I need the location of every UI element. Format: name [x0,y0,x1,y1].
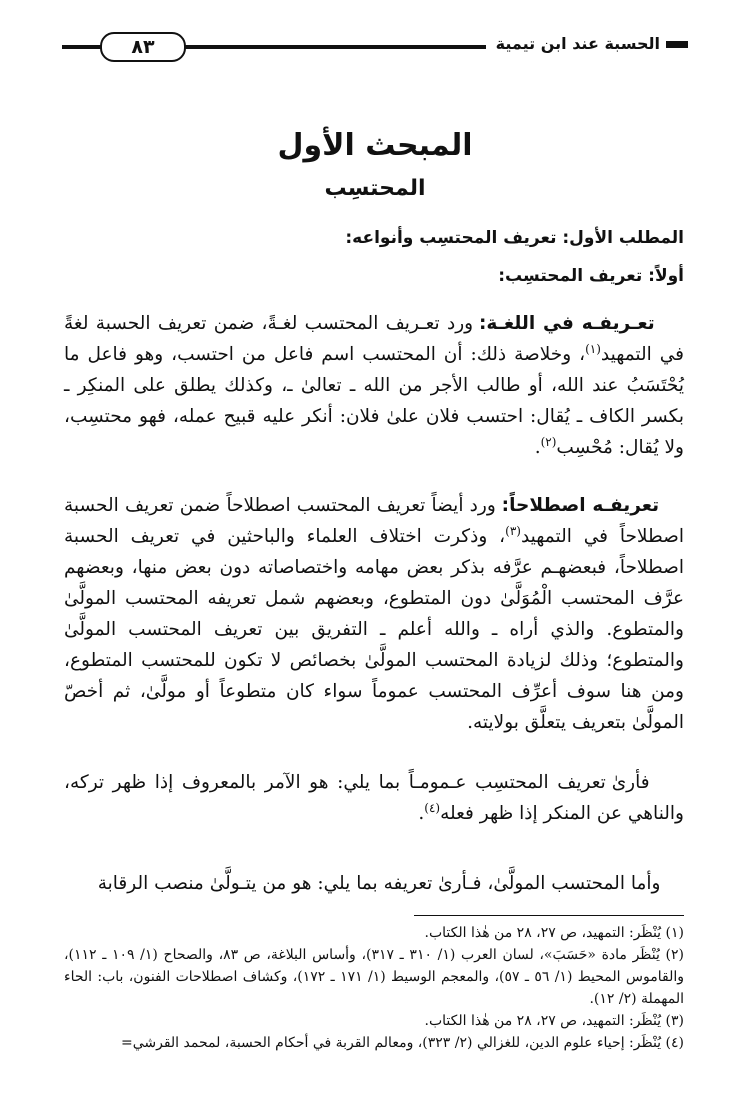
footnote-2: (٢) يُنْظَر مادة «حَسَبَ»، لسان العرب (١/ ٣١٠ ـ ٣١٧)، وأساس البلاغة، ص ٨٣، والصحاح (١/ ١٠٩ ـ ١١٢)، والقاموس المحيط (١/ ٥٦ ـ ٥٧)، والمعجم الوسيط (١/ ١٧١ ـ ١٧٢)، وكشاف اصطلاحات الفنون، باب: الحاء المهملة (٢/ ١٢). [64,947,685,1007]
page-number: ٨٣ [100,32,186,62]
paragraph-linguistic-definition: تعـريفـه في اللغـة: ورد تعـريف المحتسب لغـةً، ضمن تعريف الحسبة لغةً في التمهيد$^{(١)}$، وخلاصة ذلك: أن المحتسب اسم فاعل من احتسب، وهو فاعل ما يُحْتَسَبُ عند الله، أو طالب الأجر من الله ـ تعالىٰ ـ، وكذلك يطلق على المنكِر ـ بكسر الكاف ـ يُقال: احتسب فلان علىٰ فلان: أنكر عليه قبيح عمله، فهو محتسِب، ولا يُقال: مُحْسِب$^{(٢)}$. [64,313,684,458]
footnote-3: (٣) يُنْظَر: التمهيد، ص ٢٧، ٢٨ من هٰذا الكتاب. [424,1013,684,1029]
running-title: الحسبة عند ابن تيمية [486,34,688,53]
paragraph-general-definition: فأرىٰ تعريف المحتسِب عـمومـاً بما يلي: هو الآمر بالمعروف إذا ظهر تركه، والناهي عن المنكر إذا ظهر فعله$^{(٤)}$. [64,772,684,824]
footnote-4: (٤) يُنْظَر: إحياء علوم الدين، للغزالي (٢/ ٣٢٣)، ومعالم القربة في أحكام الحسبة، لمحمد القرشي= [120,1035,684,1051]
footnote-ref: (٤) [424,800,441,815]
footnote-separator [414,915,684,916]
footnote-1: (١) يُنْظَر: التمهيد، ص ٢٧، ٢٨ من هٰذا الكتاب. [424,925,684,941]
paragraph-technical-definition: تعريفـه اصطلاحاً: ورد أيضاً تعريف المحتسب اصطلاحاً ضمن تعريف الحسبة اصطلاحاً في التمهيد$^{(٣)}$، وذكرت اختلاف العلماء والباحثين في تعريف الحسبة اصطلاحاً، فبعضهـم عرَّفه بذكر بعض مهامه واختصاصاته دون بعض منها، وبعضهم عرَّف المحتسب الْمُوَلَّىٰ دون المتطوع، وبعضهم شمل تعريفه المحتسب المولَّىٰ والمتطوع. والذي أراه ـ والله أعلم ـ التفريق بين تعريف المحتسب المولَّىٰ والمتطوع؛ وذلك لزيادة المحتسب المولَّىٰ بخصائص لا تكون للمحتسب المتطوع، ومن هنا سوف أعرِّف المحتسب عموماً سواء كان متطوعاً أو مولَّىٰ، ثم أخصّ المولَّىٰ بتعريف يتعلَّق بولايته. [64,495,684,733]
section-title: المحتسِب [324,176,426,201]
footnote-ref: (٣) [505,523,521,538]
chapter-title: المبحث الأول [277,128,473,163]
paragraph-lead: تعريفـه اصطلاحاً: [501,495,660,516]
footnote-ref: (٢) [540,434,557,449]
header-block-ornament [666,41,688,48]
paragraph-lead: تعـريفـه في اللغـة: [478,313,655,334]
running-header [62,32,688,62]
footnotes [64,922,684,1054]
paragraph-appointed-definition: وأما المحتسب المولَّىٰ، فـأرىٰ تعريفه بما يلي: هو من يتـولَّىٰ منصب الرقابة [97,873,661,894]
footnote-ref: (١) [585,341,601,356]
subsection-heading: المطلب الأول: تعريف المحتسِب وأنواعه: [345,228,684,248]
subsection-heading-2: أولاً: تعريف المحتسِب: [498,266,684,286]
